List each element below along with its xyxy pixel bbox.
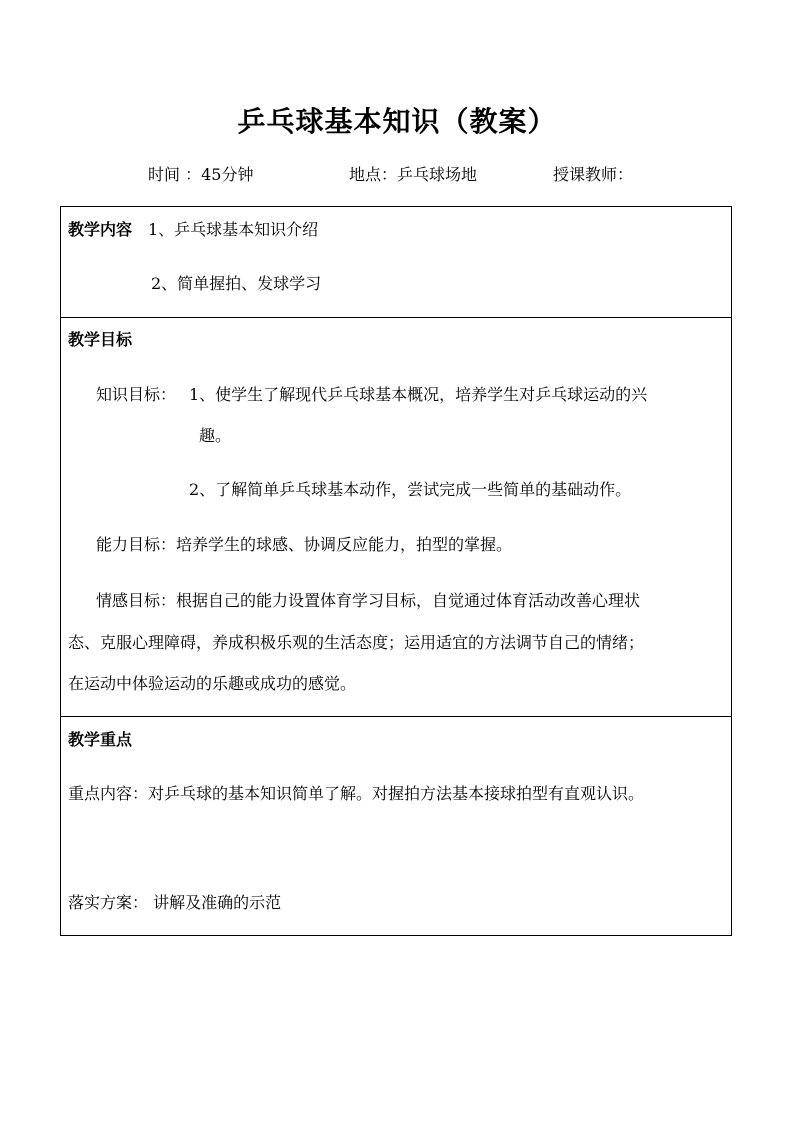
- knowledge-goal-1: 1、使学生了解现代乒乓球基本概况，培养学生对乒乓球运动的兴: [189, 385, 648, 404]
- knowledge-goal-1-cont: 趣。: [199, 426, 232, 445]
- lesson-time: 时间 ：45分钟: [148, 165, 254, 184]
- ability-goal: 能力目标：培养学生的球感、协调反应能力，拍型的掌握。: [96, 535, 513, 554]
- lesson-place: 地点：乒乓球场地: [349, 165, 478, 184]
- knowledge-goal-2: 2、了解简单乒乓球基本动作，尝试完成一些简单的基础动作。: [189, 480, 632, 499]
- knowledge-goal-label: 知识目标：: [96, 385, 177, 404]
- emotion-goal-line-2: 态、克服心理障碍，养成积极乐观的生活态度；运用适宜的方法调节自己的情绪；: [68, 633, 645, 652]
- goals-label: 教学目标: [68, 330, 133, 349]
- key-plan: 落实方案： 讲解及准确的示范: [68, 893, 282, 912]
- key-label: 教学重点: [68, 730, 133, 749]
- content-item-1: 1、乒乓球基本知识介绍: [148, 220, 319, 239]
- lesson-plan-table: [60, 206, 732, 936]
- lesson-teacher: 授课教师：: [553, 165, 634, 184]
- emotion-goal-line-3: 在运动中体验运动的乐趣或成功的感觉。: [68, 674, 357, 693]
- row-divider: [61, 317, 731, 318]
- emotion-goal-line-1: 情感目标：根据自己的能力设置体育学习目标，自觉通过体育活动改善心理状: [96, 591, 641, 610]
- content-label: 教学内容: [68, 220, 133, 239]
- key-content: 重点内容：对乒乓球的基本知识简单了解。对握拍方法基本接球拍型有直观认识。: [68, 784, 645, 803]
- document-title: 乒乓球基本知识（教案）: [237, 105, 557, 138]
- content-item-2: 2、简单握拍、发球学习: [151, 274, 322, 293]
- row-divider: [61, 716, 731, 717]
